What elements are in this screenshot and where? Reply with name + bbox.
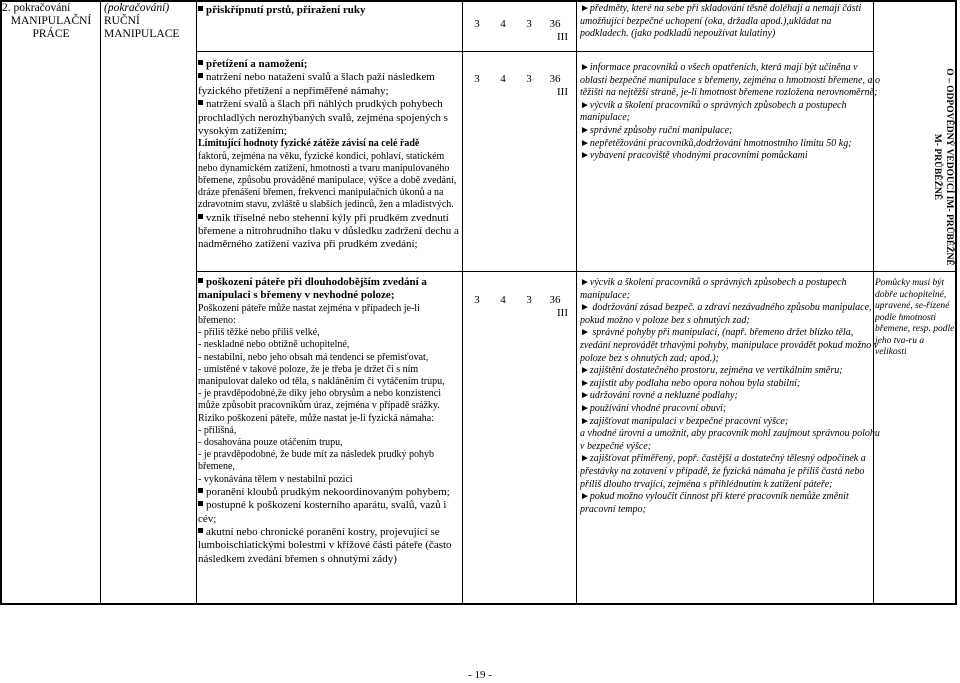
responsible-cell [893,62,955,272]
risk-item: postupné k poškození kosterního aparátu, svalů, vazů i cév; [198,499,447,525]
measure-item: ►zajistit aby podlaha nebo opora nohou byla stabilní; [580,377,801,389]
responsible-text: O – ODPOVĚDNÝ VEDOUCÍ IM- PRŮBĚŽNĚ M- PRŮBĚŽNĚ [932,68,954,266]
score-n: 4 [500,18,506,30]
limit-heading: Limitující hodnoty fyzické zátěže závisí na celé řadě [198,138,420,150]
section-name: MANIPULAČNÍ PRÁCE [10,15,92,40]
activity-note: (pokračování) [104,2,170,14]
row3-title: poškození páteře při dlouhodobějším zvedání a manipulaci s břemeny v nevhodné poloze; [198,276,427,302]
measure-item: ►nepřetěžování pracovníků,dodržování hmotnostního limitu 50 kg; [580,137,852,149]
measure-item: ►výcvik a školení pracovníků o správných způsobech a postupech manipulace; [580,99,847,124]
measure-item: ►pokud možno vyloučit činnost při které pracovník nemůže změnit pracovní tempo; [580,491,849,515]
measure-item: ►správné způsoby ruční manipulace; [580,124,733,136]
column-divider [462,0,463,605]
limit-text: faktorů, zejména na věku, fyzické kondici, pohlaví, statickém nebo dynamickém zatížení, hmotnosti a tvaru manipulovaného břemene, způsobu prováděné manipulace, výšce a době zvedání, dráze přenášení břemen, frekvenci manipulačních úkonů a na zdravotním stavu, zvláště u slabších jedinců, žen a mladistvých. [198,150,457,211]
risk-case: - příliš těžké nebo příliš velké, [198,327,320,339]
risk-category: III [557,307,568,319]
section-cell [2,2,100,41]
row2-score [464,73,574,99]
risk-intro: Poškození páteře může nastat zejména v případech je-li břemeno: [198,302,420,327]
row1-measures [580,3,880,41]
score-r: 36 [549,73,561,85]
row3-risk [198,276,460,566]
section-number: 2. pokračování [2,2,71,14]
row3-score [464,294,574,320]
score-r: 36 [549,18,561,30]
score-p: 3 [474,18,480,30]
measure-item: ►informace pracovníků o všech opatřeních, která mají být učiněna v oblasti bezpečné manipulace s břemeny, zejména o hmotnosti břemene, a o těžišti na nejtěžší straně, je-li hmotnost břemene rozložena nerovnoměrně; [580,62,880,99]
measure-item: ►zajištění dostatečného prostoru, zejména ve vertikálním směru; [580,365,843,377]
score-n: 4 [500,294,506,306]
column-divider [100,0,101,605]
bullet-icon [198,488,203,493]
measure-item: ►zajišťovat přiměřený, popř. častější a dostatečný tělesný odpočinek a přestávky na zotavení v případě, že fyzická námaha je příliš častá nebo příliš dlouho trvající, zejména s přihlédnutím k zatížení páteře; [580,453,866,490]
row2-risk [198,58,460,252]
row2-title: přetížení a namožení; [206,58,308,70]
risk-case: - vykonávána tělem v nestabilní pozici [198,473,353,485]
row2-measures [580,62,880,163]
row3-side-note [875,278,955,359]
row1-score [464,18,574,44]
bullet-icon [198,6,203,11]
risk-item: natržení svalů a šlach při náhlých prudkých pohybech prochladlých nerozhýbaných svalů, zejména spojených s vysokým zatížením; [198,98,448,138]
score-n: 4 [500,73,506,85]
bullet-icon [198,528,203,533]
side-note-text: Pomůcky musí být dobře uchopitelné, upravené, se-řízené podle hmotnosti břemene, resp. podle jeho tva-ru a velikosti [875,278,955,357]
measure-item: ►používání vhodné pracovní obuvi; [580,402,727,414]
bullet-icon [198,60,203,65]
risk-item: poranění kloubů prudkým nekoordinovaným pohybem; [206,485,450,498]
bullet-icon [198,501,203,506]
risk-case: - dosahována pouze otáčením trupu, [198,437,343,449]
measure-item: ► dodržování zásad bezpeč. a zdraví nezávadného způsobu manipulace, pokud možno v poloze bez s ohnutých zad; [580,302,872,326]
measure-item: ►výcvik a školení pracovníků o správných způsobech a postupech manipulace; [580,277,847,301]
row3-measures [580,277,880,516]
risk-intro: Riziko poškození páteře, může nastat je-li fyzická námaha: [198,412,435,424]
column-divider [196,0,197,605]
score-r: 36 [549,294,561,306]
risk-item: vznik tříselné nebo stehenní kýly při prudkém zvednutí břemene a nitrohrudního tlaku v důsledku zadržení dechu a nadměrného zatížení vaziva při prudkém zvedání; [198,211,459,251]
score-d: 3 [526,73,532,85]
row-divider [196,51,873,52]
risk-case: - přílišná, [198,424,237,436]
bullet-icon [198,73,203,78]
measure-item: ►vybavení pracoviště vhodnými pracovními pomůckami [580,150,808,162]
measure-item: ►udržování rovné a nekluzné podlahy; [580,390,738,402]
risk-category: III [557,31,568,43]
measure-item: ►předměty, které na sebe při skladování těsně doléhají a nemají části umožňující bezpečné uchopení (oka, držadla apod.),ukládat na podkladech. (jako podkladů nepoužívat kulatiny) [580,3,862,40]
risk-case: - je pravděpodobné,že díky jeho obrysům a nebo konzistenci může způsobit pracovníkům úraz, zejména v případě srážky. [198,388,441,412]
risk-item: natržení nebo natažení svalů a šlach paží následkem fyzického přetížení a nepřiměřené námahy; [198,71,435,97]
score-p: 3 [474,73,480,85]
measure-item: ►zajišťovat manipulaci v bezpečné pracovní výšce; [580,415,789,427]
risk-case: - umístěné v takové poloze, že je třeba je držet či s ním manipulovat daleko od těla, s nakláněním či vytáčením trupu, [198,363,445,388]
bullet-icon [198,278,203,283]
row1-risk [198,4,458,17]
bullet-icon [198,214,203,219]
activity-cell [104,2,194,41]
measure-item: ► správné pohyby při manipulaci, (např. břemeno držet blízko těla, zvedání neprovádět trhavými pohyby, manipulace provádět pokud možno v poloze bez s ohnutých zad; apod.); [580,327,879,364]
risk-item: akutní nebo chronické poranění kostry, projevující se lumboischiatickými bolestmi v křížové části páteře (často následkem zvedání břemen s ohnutými zády) [198,526,452,565]
risk-case: - nestabilní, nebo jeho obsah má tendenci se přemisťovat, [198,351,429,363]
bullet-icon [198,100,203,105]
score-p: 3 [474,294,480,306]
activity-name: RUČNÍ MANIPULACE [104,15,180,40]
row1-risk-text: přiskřípnutí prstů, přiražení ruky [206,4,366,16]
column-divider [576,0,577,605]
risk-category: III [557,86,568,98]
row-divider [196,271,956,272]
score-d: 3 [526,18,532,30]
score-d: 3 [526,294,532,306]
page-number: - 19 - [468,669,492,681]
risk-case: - neskladné nebo obtížně uchopitelné, [198,339,350,351]
measure-item: a vhodné úrovni a umožnit, aby pracovník mohl zaujmout správnou polohu v bezpečné výšce; [580,428,880,452]
risk-case: - je pravděpodobné, že bude mít za následek prudký pohyb břemene, [198,449,435,473]
